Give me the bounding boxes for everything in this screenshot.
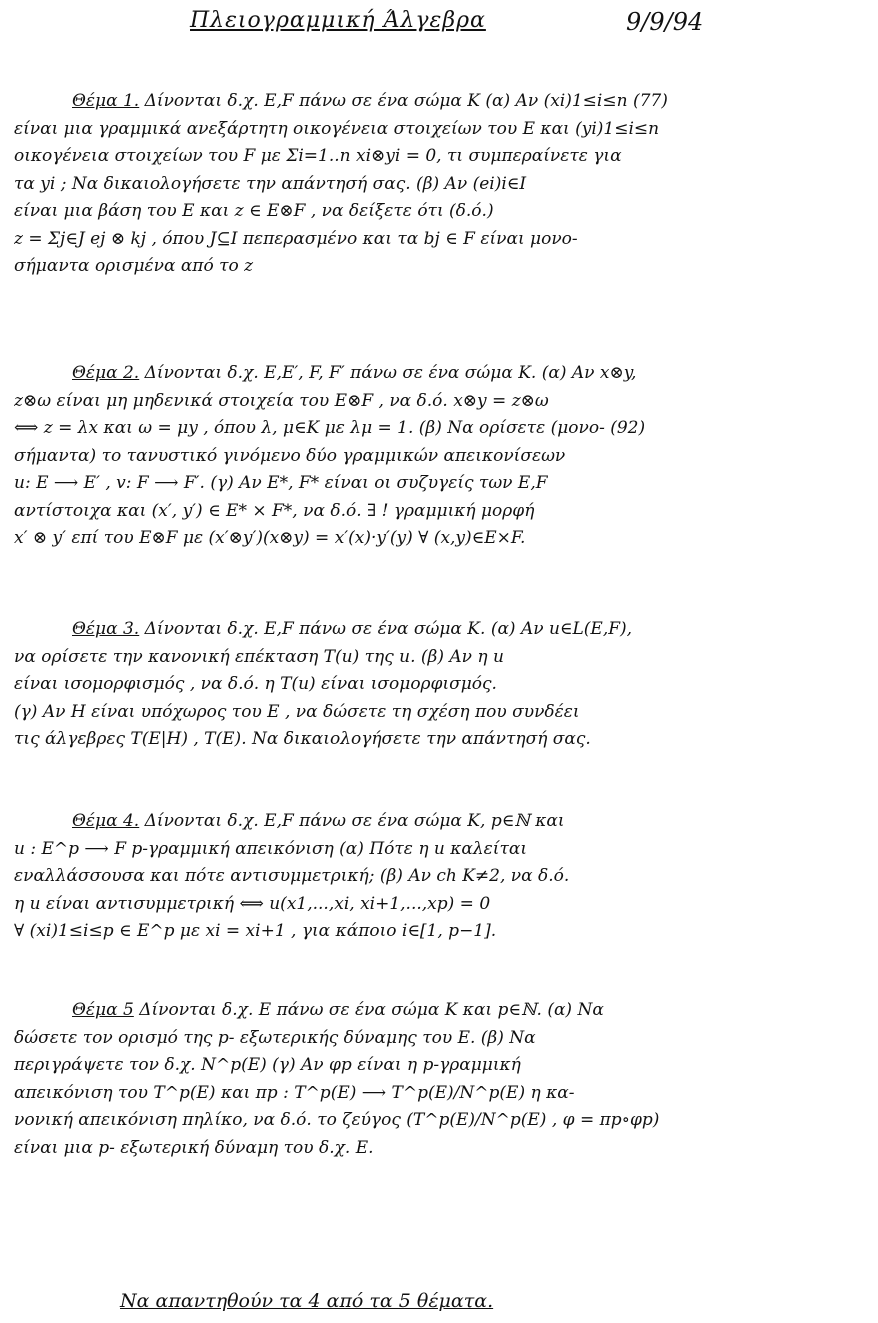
topic-label: Θέμα 3.	[72, 619, 140, 639]
topic-line-text: είναι μια p- εξωτερική δύναμη του δ.χ. E.	[14, 1137, 374, 1158]
topic-5-line	[14, 1052, 864, 1080]
instructions-text: Να απαντηθούν τα 4 από τα 5 θέματα.	[120, 1290, 494, 1312]
topic-2-line	[14, 388, 864, 416]
topic-1-line	[14, 253, 864, 281]
topic-line-text: είναι μια βάση του E και z ∈ E⊗F , να δείξετε ότι (δ.ό.)	[14, 201, 494, 221]
topic-label: Θέμα 5	[72, 1000, 134, 1020]
topic-2-line	[14, 525, 864, 553]
instructions-footer	[120, 1290, 493, 1312]
topic-2	[14, 360, 864, 553]
topic-3-line	[14, 644, 864, 672]
topic-line-text: z⊗ω είναι μη μηδενικά στοιχεία του E⊗F , να δ.ό. x⊗y = z⊗ω	[14, 390, 549, 411]
topic-label: Θέμα 4.	[72, 811, 140, 831]
topic-4-line	[14, 808, 864, 836]
topic-3	[14, 616, 864, 754]
topic-2-line	[14, 443, 864, 471]
topic-line-text: Δίνονται δ.χ. E,E′, F, F′ πάνω σε ένα σώμα K. (α) Αν x⊗y,	[144, 363, 637, 383]
topic-line-text: να ορίσετε την κανονική επέκταση T(u) της u. (β) Αν η u	[14, 646, 504, 667]
topic-line-text: z = Σj∈J ej ⊗ kj , όπου J⊆I πεπερασμένο και τα bj ∈ F είναι μονο-	[14, 228, 578, 249]
topic-line-text: x′ ⊗ y′ επί του E⊗F με (x′⊗y′)(x⊗y) = x′(x)·y′(y) ∀ (x,y)∈E×F.	[14, 528, 526, 548]
topic-line-text: είναι μια γραμμικά ανεξάρτητη οικογένεια στοιχείων του E και (yi)1≤i≤n	[14, 118, 660, 139]
topic-5-line	[14, 1107, 864, 1135]
topic-line-text: νονική απεικόνιση πηλίκο, να δ.ό. το ζεύγος (T^p(E)/N^p(E) , φ = πp∘φp)	[14, 1110, 660, 1130]
topic-line-text: u : E^p ⟶ F p-γραμμική απεικόνιση (α) Πότε η u καλείται	[14, 838, 527, 859]
topic-1	[14, 88, 864, 281]
topic-4-line	[14, 918, 864, 946]
topic-2-line	[14, 360, 864, 388]
topic-line-text: σήμαντα ορισμένα από το z	[14, 256, 254, 276]
topic-5-line	[14, 997, 864, 1025]
topic-1-line	[14, 198, 864, 226]
topic-line-text: η u είναι αντισυμμετρική ⟺ u(x1,...,xi, xi+1,...,xp) = 0	[14, 893, 491, 914]
topic-line-text: περιγράψετε τον δ.χ. N^p(E) (γ) Αν φp είναι η p-γραμμική	[14, 1055, 521, 1075]
topic-line-text: απεικόνιση του T^p(E) και πp : T^p(E) ⟶ T^p(E)/N^p(E) η κα-	[14, 1082, 575, 1103]
topic-3-line	[14, 699, 864, 727]
topic-3-line	[14, 616, 864, 644]
topic-1-line	[14, 143, 864, 171]
topic-2-line	[14, 470, 864, 498]
exam-date: 9/9/94	[626, 8, 704, 36]
topic-line-text: είναι ισομορφισμός , να δ.ό. η T(u) είναι ισομορφισμός.	[14, 674, 497, 694]
topic-3-line	[14, 726, 864, 754]
topic-line-text: τις άλγεβρες T(E|H) , T(E). Να δικαιολογήσετε την απάντησή σας.	[14, 729, 591, 749]
topic-line-text: εναλλάσσουσα και πότε αντισυμμετρική; (β) Αν ch K≠2, να δ.ό.	[14, 866, 570, 886]
topic-line-text: Δίνονται δ.χ. E πάνω σε ένα σώμα K και p∈ℕ. (α) Να	[139, 1000, 604, 1020]
topic-label: Θέμα 1.	[72, 91, 140, 111]
topic-5-line	[14, 1080, 864, 1108]
topic-2-line	[14, 415, 864, 443]
topic-line-text: ∀ (xi)1≤i≤p ∈ E^p με xi = xi+1 , για κάποιο i∈[1, p−1].	[14, 921, 497, 941]
topic-1-line	[14, 171, 864, 199]
topic-line-text: τα yi ; Να δικαιολογήσετε την απάντησή σας. (β) Αν (ei)i∈I	[14, 173, 527, 194]
topic-line-text: δώσετε τον ορισμό της p- εξωτερικής δύναμης του E. (β) Να	[14, 1027, 536, 1048]
topic-line-text: οικογένεια στοιχείων του F με Σi=1..n xi⊗yi = 0, τι συμπεραίνετε για	[14, 146, 622, 166]
topic-1-line	[14, 226, 864, 254]
topic-line-text: u: E ⟶ E′ , v: F ⟶ F′. (γ) Αν E*, F* είναι οι συζυγείς των E,F	[14, 473, 548, 493]
topic-4-line	[14, 836, 864, 864]
topic-line-text: (γ) Αν H είναι υπόχωρος του E , να δώσετε τη σχέση που συνδέει	[14, 701, 580, 722]
topic-line-text: Δίνονται δ.χ. E,F πάνω σε ένα σώμα K, p∈ℕ και	[144, 811, 565, 831]
topic-label: Θέμα 2.	[72, 363, 140, 383]
topic-4-line	[14, 891, 864, 919]
topic-2-line	[14, 498, 864, 526]
topic-5	[14, 997, 864, 1162]
topic-line-text: Δίνονται δ.χ. E,F πάνω σε ένα σώμα K (α) Αν (xi)1≤i≤n (77)	[144, 91, 668, 111]
page-title: Πλειογραμμική Άλγεβρα	[190, 8, 486, 33]
topic-line-text: Δίνονται δ.χ. E,F πάνω σε ένα σώμα K. (α) Αν u∈L(E,F),	[144, 619, 633, 639]
topic-line-text: ⟺ z = λx και ω = μy , όπου λ, μ∈K με λμ = 1. (β) Να ορίσετε (μονο- (92)	[14, 418, 646, 438]
page-header	[0, 8, 878, 44]
topic-3-line	[14, 671, 864, 699]
topic-5-line	[14, 1135, 864, 1163]
topic-4-line	[14, 863, 864, 891]
topic-line-text: αντίστοιχα και (x′, y′) ∈ E* × F*, να δ.ό. ∃ ! γραμμική μορφή	[14, 500, 535, 521]
topic-line-text: σήμαντα) το τανυστικό γινόμενο δύο γραμμικών απεικονίσεων	[14, 445, 566, 466]
topic-4	[14, 808, 864, 946]
topic-5-line	[14, 1025, 864, 1053]
topic-1-line	[14, 88, 864, 116]
topic-1-line	[14, 116, 864, 144]
